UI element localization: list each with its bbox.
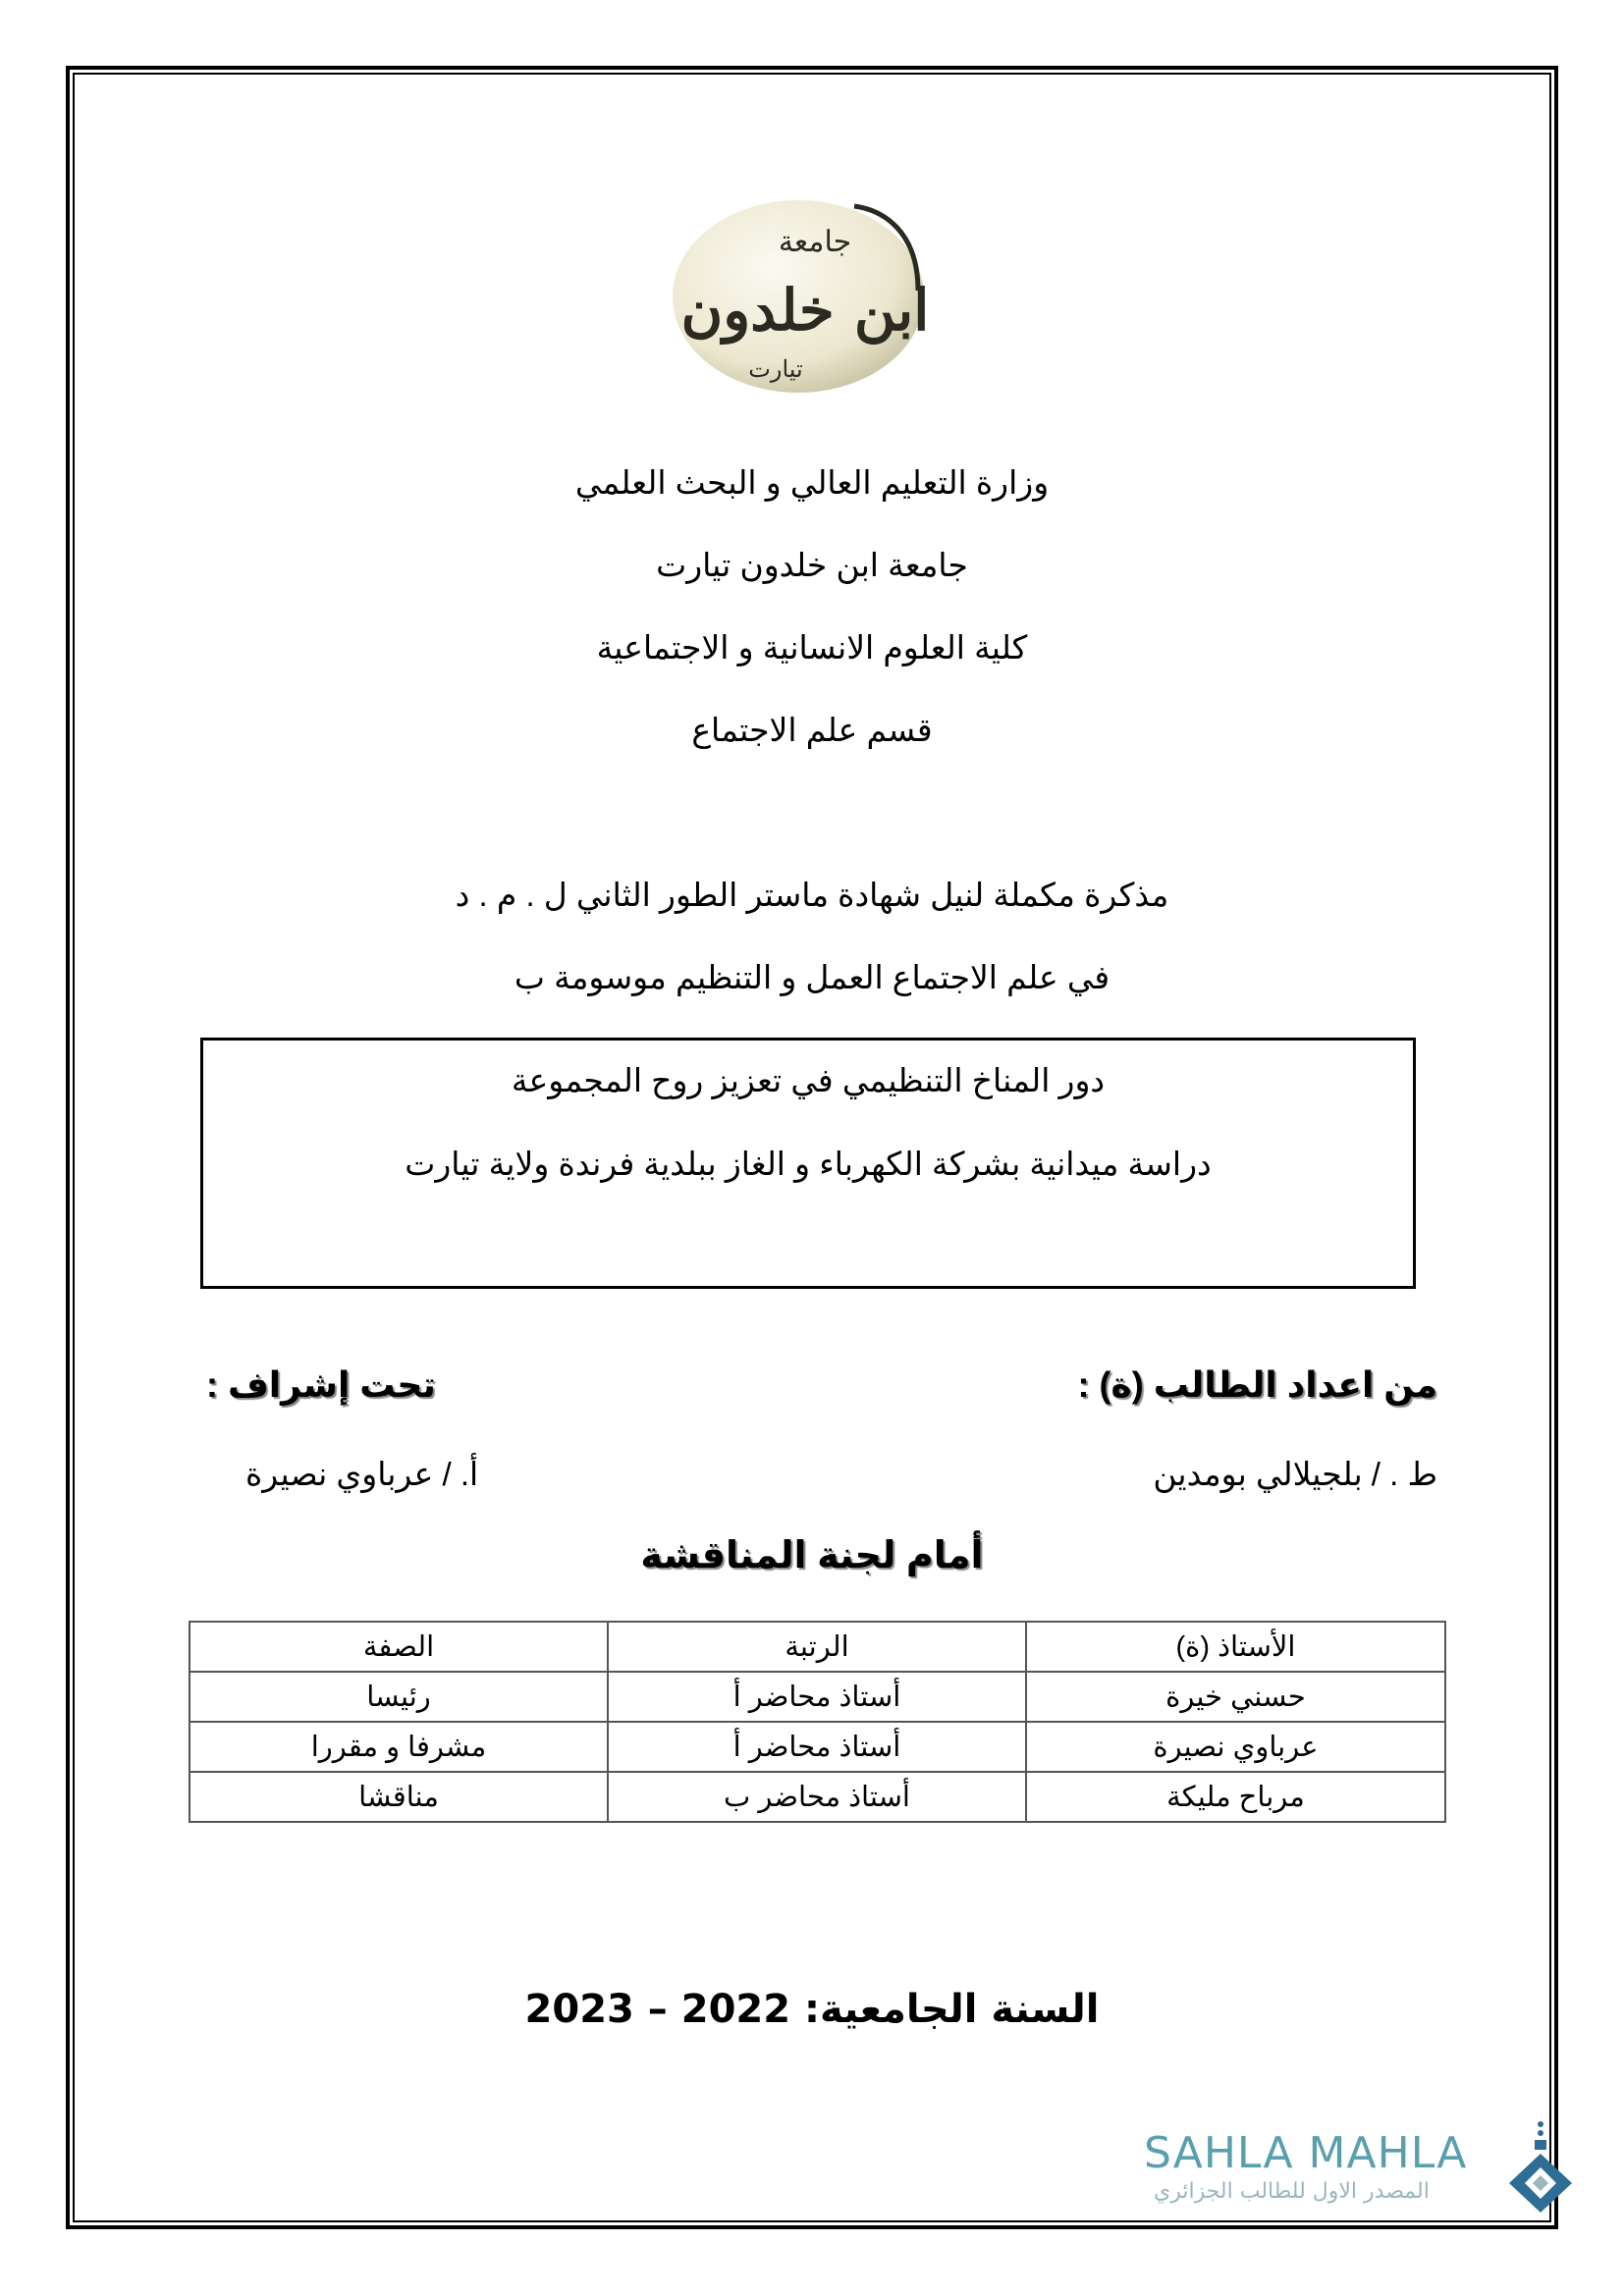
table-row (189, 1772, 1445, 1822)
thesis-title-box (200, 1038, 1416, 1289)
watermark-tagline: المصدر الاول للطالب الجزائري (1154, 2179, 1430, 2204)
professor-name: عرباوي نصيرة (1026, 1722, 1445, 1772)
jury-heading: أمام لجنة المناقشة (640, 1535, 984, 1576)
university-name: جامعة ابن خلدون تيارت (656, 547, 968, 583)
sahla-mahla-watermark (1144, 2118, 1576, 2216)
svg-text:جامعة: جامعة (778, 225, 852, 259)
professor-rank: أستاذ محاضر ب (608, 1772, 1026, 1822)
university-emblem-icon (668, 192, 935, 400)
table-row (189, 1722, 1445, 1772)
table-header-row (189, 1622, 1445, 1672)
department-name: قسم علم الاجتماع (691, 712, 933, 748)
ministry-name: وزارة التعليم العالي و البحث العلمي (574, 464, 1050, 501)
thesis-subtitle: دراسة ميدانية بشركة الكهرباء و الغاز ببلدية فرندة ولاية تيارت (405, 1146, 1212, 1182)
professor-name: حسني خيرة (1026, 1672, 1445, 1722)
professor-rank: أستاذ محاضر أ (608, 1722, 1026, 1772)
professor-name: مرباح مليكة (1026, 1772, 1445, 1822)
thesis-title: دور المناخ التنظيمي في تعزيز روح المجموعة (511, 1062, 1106, 1098)
academic-year: السنة الجامعية: 2022 – 2023 (524, 1987, 1100, 2032)
table-row (189, 1672, 1445, 1722)
svg-text:تيارت: تيارت (748, 355, 803, 383)
sahla-mahla-emblem-icon (1497, 2118, 1576, 2216)
supervisor-name: أ. / عرباوي نصيرة (245, 1456, 479, 1492)
column-header-role: الصفة (189, 1622, 608, 1672)
svg-text:ابن خلدون: ابن خلدون (680, 277, 930, 344)
professor-role: مناقشا (189, 1772, 608, 1822)
professor-role: مشرفا و مقررا (189, 1722, 608, 1772)
supervisor-label: تحت إشراف : (206, 1364, 436, 1405)
field-line: في علم الاجتماع العمل و التنظيم موسومة ب (514, 959, 1110, 995)
faculty-name: كلية العلوم الانسانية و الاجتماعية (596, 629, 1028, 666)
professor-role: رئيسا (189, 1672, 608, 1722)
column-header-rank: الرتبة (608, 1622, 1026, 1672)
jury-table (189, 1621, 1446, 1823)
degree-line: مذكرة مكملة لنيل شهادة ماستر الطور الثاني ل . م . د (455, 877, 1169, 913)
watermark-brand: SAHLA MAHLA (1144, 2128, 1468, 2178)
column-header-professor: الأستاذ (ة) (1026, 1622, 1445, 1672)
professor-rank: أستاذ محاضر أ (608, 1672, 1026, 1722)
student-name: ط . / بلجيلالي بومدين (1153, 1456, 1437, 1492)
university-logo (668, 192, 935, 400)
student-label: من اعداد الطالب (ة) : (1077, 1364, 1437, 1405)
